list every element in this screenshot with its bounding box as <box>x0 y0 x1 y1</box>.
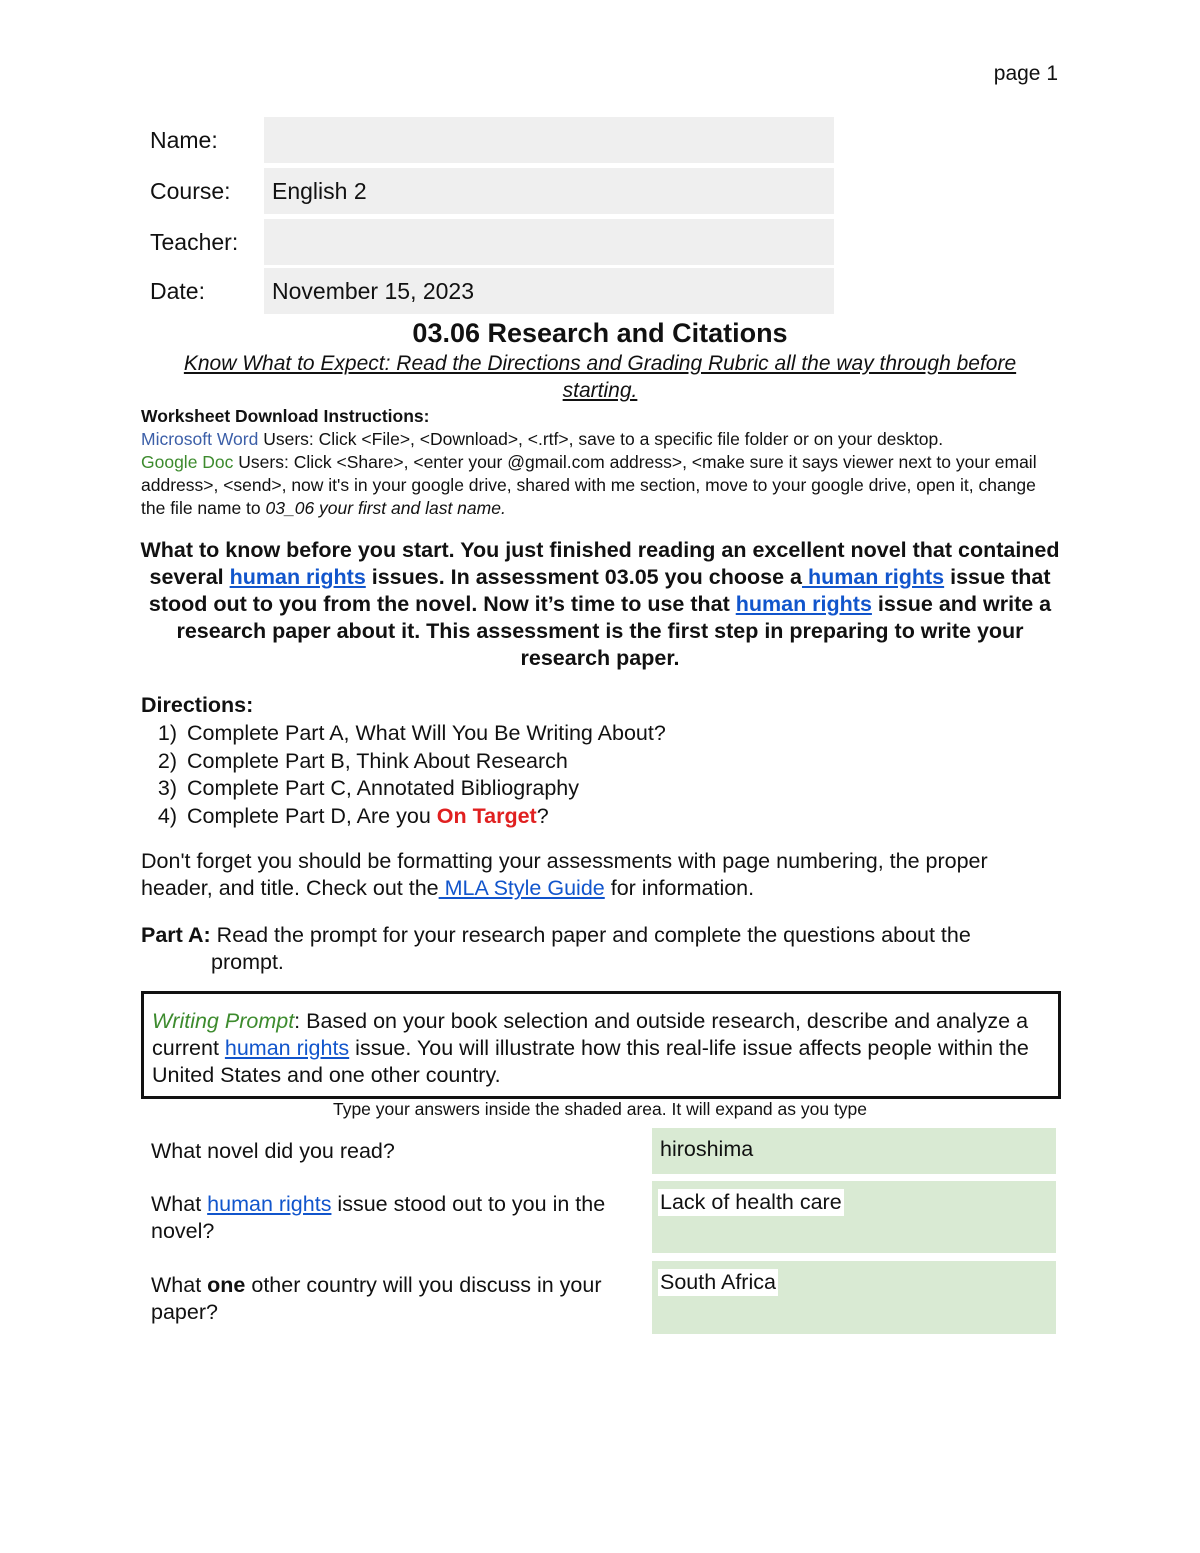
list-number: 1) <box>157 721 177 745</box>
mla-style-guide-link[interactable]: MLA Style Guide <box>438 876 605 900</box>
download-instructions-title: Worksheet Download Instructions: <box>141 406 430 426</box>
human-rights-link[interactable]: human rights <box>224 1036 350 1060</box>
human-rights-link[interactable]: human rights <box>801 565 945 589</box>
part-a-label: Part A: <box>141 923 211 947</box>
question-text: What novel did you read? <box>151 1139 395 1163</box>
list-number: 2) <box>157 748 177 773</box>
part-a-instructions <box>141 922 1061 976</box>
question-country <box>151 1272 631 1326</box>
list-item <box>141 775 1061 803</box>
word-instructions <box>141 428 1061 451</box>
question-issue <box>151 1191 631 1245</box>
list-item <box>141 803 1061 831</box>
word-label: Microsoft Word <box>141 429 259 449</box>
on-target-highlight: On Target <box>436 803 537 828</box>
google-instructions <box>141 451 1061 520</box>
teacher-field[interactable] <box>264 219 834 265</box>
date-field[interactable] <box>264 268 834 314</box>
google-filename: 03_06 your first and last name. <box>265 498 506 518</box>
teacher-label: Teacher: <box>150 229 239 255</box>
word-text: Users: Click <File>, <Download>, <.rtf>, save to a specific file folder or on your desktop. <box>258 429 944 449</box>
prompt-colon: : <box>294 1009 301 1033</box>
format-note <box>141 848 1061 902</box>
course-value: English 2 <box>272 178 367 204</box>
name-field[interactable] <box>264 117 834 163</box>
prompt-text-2: issue. You will illustrate how this real-life issue affects people within the United States and one other country. <box>152 1036 1029 1087</box>
human-rights-link[interactable]: human rights <box>735 592 872 616</box>
writing-prompt-label: Writing Prompt <box>152 1009 295 1033</box>
course-label: Course: <box>150 178 231 204</box>
list-item <box>141 748 1061 776</box>
intro-paragraph <box>130 537 1070 672</box>
course-field[interactable] <box>264 168 834 214</box>
list-item <box>141 720 1061 748</box>
list-number: 4) <box>157 803 177 828</box>
google-label: Google Doc <box>141 452 234 472</box>
header-row-name <box>150 117 835 163</box>
list-text: Complete Part A, What Will You Be Writing About? <box>187 721 666 745</box>
human-rights-link[interactable]: human rights <box>229 565 366 589</box>
directions-title: Directions: <box>141 693 254 717</box>
directions-list <box>141 720 1061 830</box>
intro-text-3: issue that stood out to you from the novel. Now it’s time to use that <box>148 565 1051 616</box>
answer-issue-field[interactable] <box>652 1181 1056 1253</box>
answer-issue-value: Lack of health care <box>660 1190 842 1214</box>
answer-novel-field[interactable] <box>652 1128 1056 1174</box>
list-text: Complete Part D, Are you <box>187 803 437 828</box>
list-text: Complete Part B, Think About Research <box>187 748 568 773</box>
note-text-end: for information. <box>604 876 755 900</box>
answer-novel-value: hiroshima <box>660 1137 754 1161</box>
page-number: page 1 <box>993 62 1058 85</box>
human-rights-link[interactable]: human rights <box>207 1192 332 1216</box>
writing-prompt-box <box>141 991 1061 1099</box>
question-text-end: other country will you discuss in your paper? <box>151 1273 602 1324</box>
part-a-text: Read the prompt for your research paper and complete the questions about the <box>210 923 971 947</box>
intro-text-2: issues. In assessment 03.05 you choose a <box>365 565 802 589</box>
header-row-date <box>150 268 835 314</box>
page-title: 03.06 Research and Citations <box>412 318 788 348</box>
answer-country-field[interactable] <box>652 1261 1056 1334</box>
writing-prompt-text <box>152 1008 1047 1089</box>
intro-text-4: issue and write a research paper about it. This assessment is the first step in preparing to write your research paper. <box>176 592 1052 670</box>
question-novel <box>151 1138 631 1165</box>
answer-country-value: South Africa <box>660 1270 776 1294</box>
list-number: 3) <box>157 776 177 800</box>
question-emphasis: one <box>207 1273 246 1297</box>
list-text: Complete Part C, Annotated Bibliography <box>187 776 580 800</box>
question-text: What <box>151 1192 208 1216</box>
download-instructions <box>141 405 1061 520</box>
google-text: Users: Click <Share>, <enter your @gmail.com address>, <make sure it says viewer next to your email address>, <send>, now it's in your google drive, shared with me section, move to your google drive, open it, change the file name to <box>141 452 1037 518</box>
date-value: November 15, 2023 <box>272 278 475 304</box>
question-text: What <box>151 1273 208 1297</box>
header-row-course <box>150 168 835 214</box>
part-a-text-continued: prompt. <box>211 950 284 974</box>
list-text-end: ? <box>536 803 549 828</box>
type-answers-note: Type your answers inside the shaded area. It will expand as you type <box>332 1099 868 1119</box>
question-text-end: issue stood out to you in the novel? <box>151 1192 606 1243</box>
name-label: Name: <box>150 127 218 153</box>
directions-section <box>141 693 1061 830</box>
prompt-text-1: Based on your book selection and outside research, describe and analyze a current <box>152 1009 1029 1060</box>
page-subtitle: Know What to Expect: Read the Directions and Grading Rubric all the way through before starting. <box>183 352 1017 402</box>
note-text: Don't forget you should be formatting your assessments with page numbering, the proper header, and title. Check out the <box>141 849 988 900</box>
date-label: Date: <box>150 278 205 304</box>
intro-text-1: What to know before you start. You just finished reading an excellent novel that contained several <box>140 538 1060 589</box>
header-row-teacher <box>150 219 835 265</box>
